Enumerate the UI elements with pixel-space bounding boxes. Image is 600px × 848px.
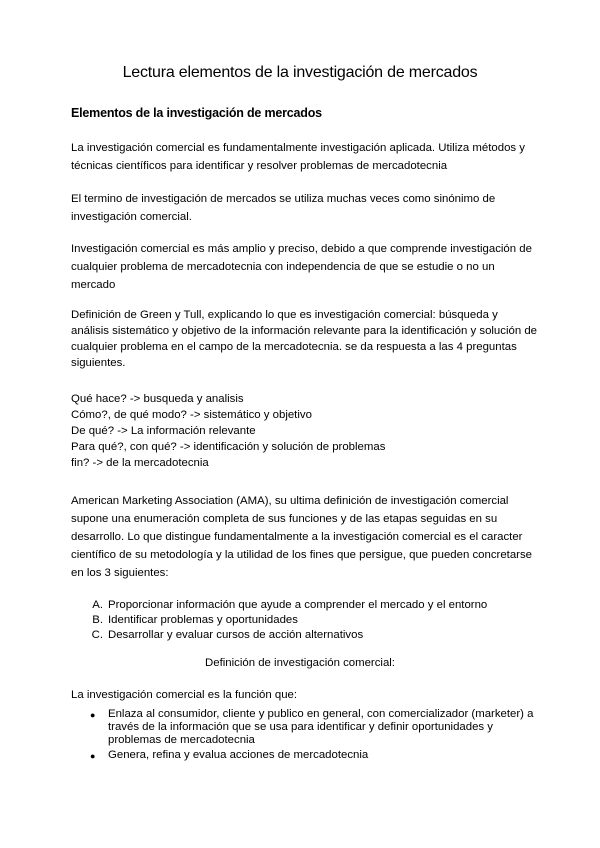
- list-item: [90, 749, 533, 762]
- list-item: [90, 708, 534, 747]
- paragraph-line: Investigación comercial es más amplio y preciso, debido a que comprende investigación de: [71, 243, 532, 255]
- paragraph-line: cualquier problema en el campo de la mercadotecnia. se da respuesta a las 4 preguntas: [71, 341, 517, 353]
- paragraph-2: [71, 190, 531, 226]
- bullet-line: través de la información que se usa para identificar y definir oportunidades y: [108, 721, 493, 733]
- paragraph-line: siguientes.: [71, 357, 126, 369]
- paragraph-line: El termino de investigación de mercados se utiliza muchas veces como sinónimo de: [71, 193, 496, 205]
- paragraph-line: en los 3 siguientes:: [71, 567, 169, 579]
- question-line: Qué hace? -> busqueda y analisis: [71, 393, 244, 405]
- list-item-text: Identificar problemas y oportunidades: [108, 614, 298, 626]
- paragraph-line: científico de su metodología y la utilidad de los fines que persigue, que pueden concretarse: [71, 549, 532, 561]
- question-line: fin? -> de la mercadotecnia: [71, 457, 209, 469]
- list-item: [92, 598, 488, 613]
- paragraph-line: American Marketing Association (AMA), su ultima definición de investigación comercial: [71, 495, 509, 507]
- subheading: Definición de investigación comercial:: [205, 657, 395, 669]
- paragraph-line: mercado: [71, 279, 116, 291]
- bullet-line: Genera, refina y evalua acciones de mercadotecnia: [108, 749, 369, 761]
- list-marker: C.: [91, 629, 103, 641]
- document-title: Lectura elementos de la investigación de mercados: [122, 64, 478, 81]
- paragraph-5: [71, 492, 531, 582]
- paragraph-line: análisis sistemático y objetivo de la información relevante para la identificación y solución de: [71, 325, 537, 337]
- list-item-text: Proporcionar información que ayude a comprender el mercado y el entorno: [108, 599, 488, 611]
- paragraph-line: técnicas científicos para identificar y resolver problemas de mercadotecnia: [71, 160, 448, 172]
- paragraph-4: [71, 307, 537, 371]
- question-line: De qué? -> La información relevante: [71, 425, 256, 437]
- paragraph-line: cualquier problema de mercadotecnia con independencia de que se estudie o no un: [71, 261, 495, 273]
- ordered-list: [91, 598, 488, 643]
- bullet-list: [90, 708, 534, 762]
- paragraph-line: desarrollo. Lo que distingue fundamentalmente a la investigación comercial es el caracter: [71, 531, 523, 543]
- paragraph-line: supone una enumeración completa de sus funciones y de las etapas seguidas en su: [71, 513, 498, 525]
- paragraph-1: [71, 139, 531, 175]
- list-item: [91, 628, 487, 643]
- bullet-line: problemas de mercadotecnia: [108, 734, 255, 746]
- question-line: Cómo?, de qué modo? -> sistemático y objetivo: [71, 409, 312, 421]
- bullet-line: Enlaza al consumidor, cliente y publico en general, con comercializador (marketer) a: [108, 708, 534, 720]
- bullet-icon: ●: [90, 751, 96, 761]
- section-heading: Elementos de la investigación de mercados: [71, 106, 322, 120]
- list-marker: A.: [92, 599, 103, 611]
- question-line: Para qué?, con qué? -> identificación y solución de problemas: [71, 441, 386, 453]
- paragraph-line: Definición de Green y Tull, explicando lo que es investigación comercial: búsqueda y: [71, 309, 498, 321]
- list-marker: B.: [92, 614, 103, 626]
- paragraph-3: [71, 240, 531, 294]
- intro-line: La investigación comercial es la función que:: [71, 689, 298, 701]
- list-item: [92, 613, 487, 628]
- questions-block: [71, 391, 531, 471]
- paragraph-line: La investigación comercial es fundamentalmente investigación aplicada. Utiliza métodos y: [71, 142, 525, 154]
- list-item-text: Desarrollar y evaluar cursos de acción alternativos: [108, 629, 364, 641]
- bullet-icon: ●: [90, 710, 96, 720]
- paragraph-line: investigación comercial.: [71, 211, 192, 223]
